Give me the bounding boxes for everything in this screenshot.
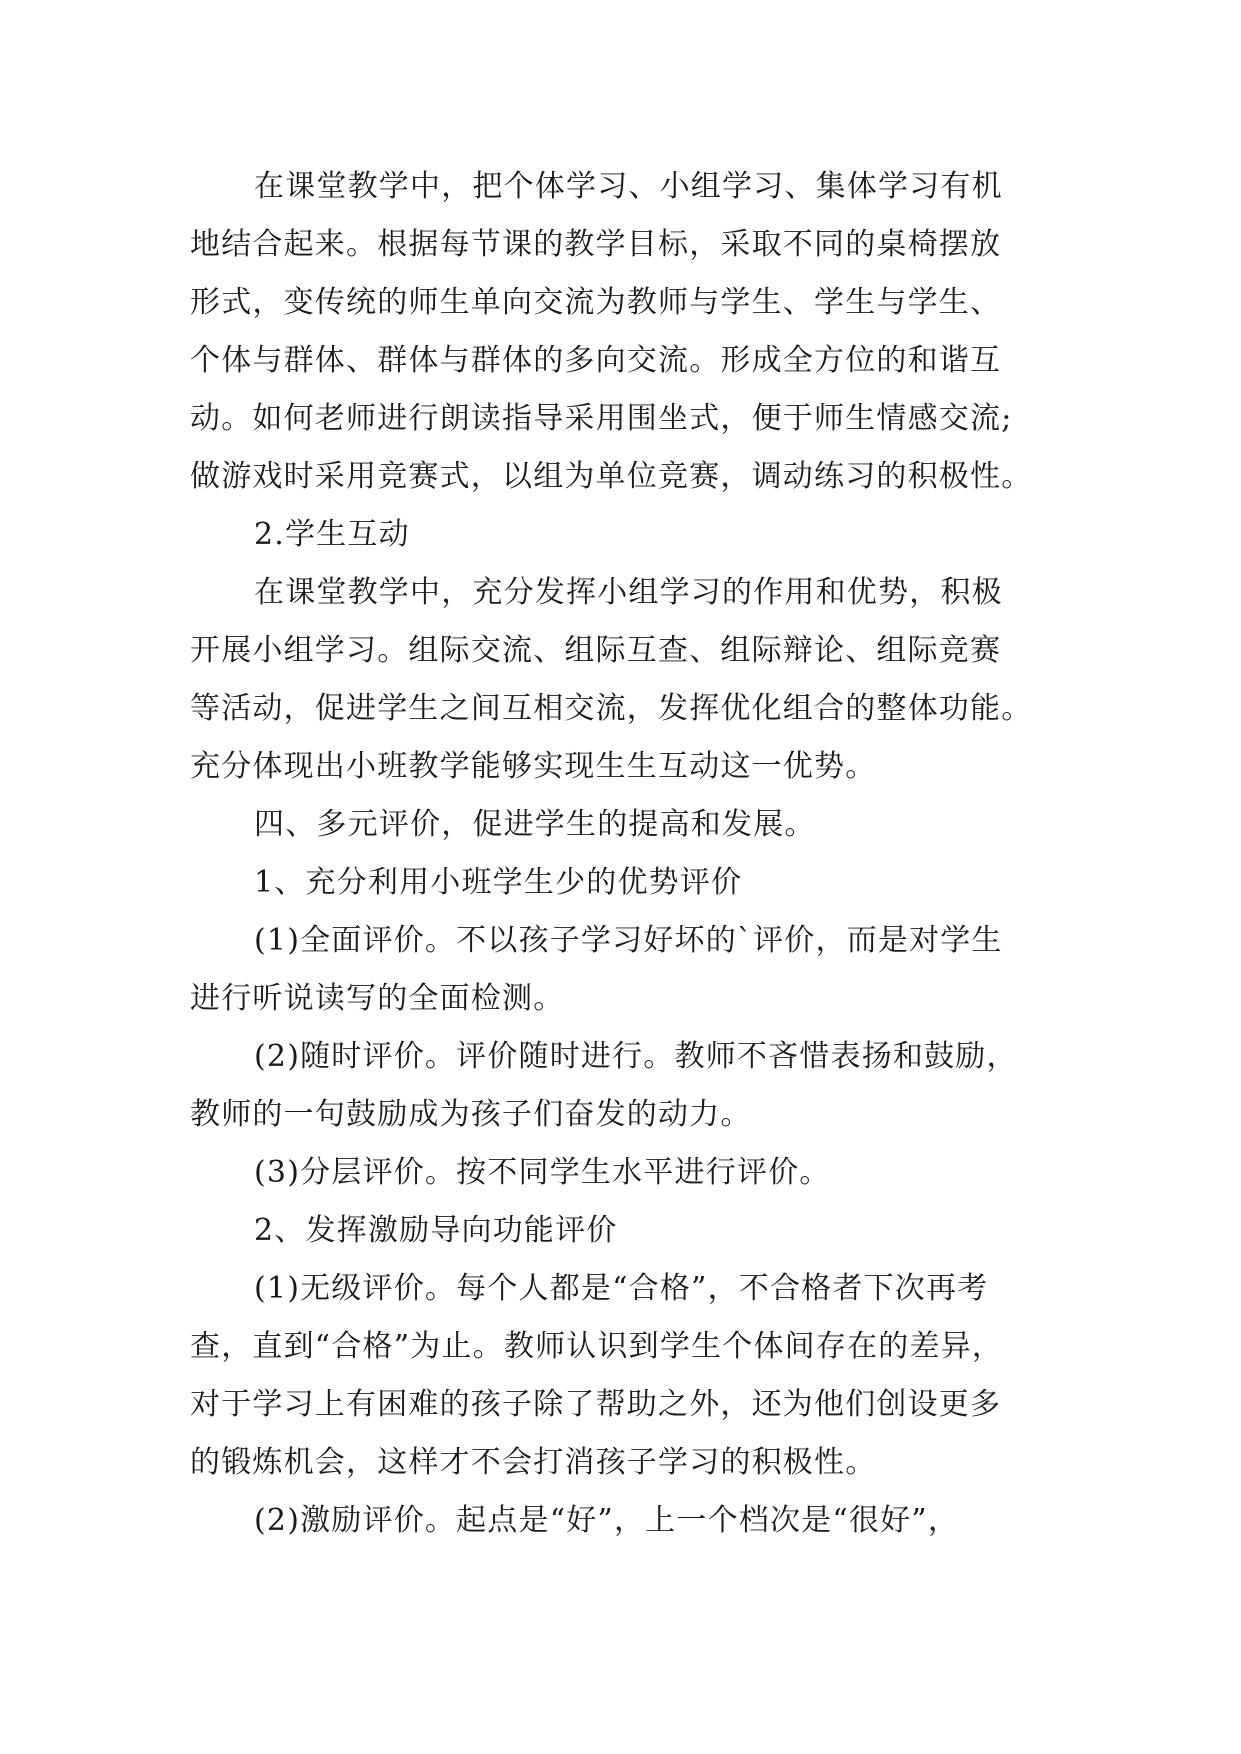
paragraph-line: 动。如何老师进行朗读指导采用围坐式，便于师生情感交流; xyxy=(190,401,1013,436)
paragraph-line: 开展小组学习。组际交流、组际互查、组际辩论、组际竞赛 xyxy=(190,633,1002,668)
paragraph-line: 地结合起来。根据每节课的教学目标，采取不同的桌椅摆放 xyxy=(190,227,1002,262)
paragraph-line: (2)激励评价。起点是“好”，上一个档次是“很好”， xyxy=(254,1503,960,1538)
paragraph-line: 做游戏时采用竞赛式，以组为单位竞赛，调动练习的积极性。 xyxy=(190,459,1033,494)
paragraph-line: (3)分层评价。按不同学生水平进行评价。 xyxy=(254,1155,831,1190)
paragraph-line: 形式，变传统的师生单向交流为教师与学生、学生与学生、 xyxy=(190,285,1002,320)
paragraph-line: (1)全面评价。不以孩子学习好坏的`评价，而是对学生 xyxy=(254,923,1003,958)
paragraph-line: 2、发挥激励导向功能评价 xyxy=(254,1213,618,1248)
paragraph-line: 进行听说读写的全面检测。 xyxy=(190,981,565,1016)
paragraph-line: 在课堂教学中，把个体学习、小组学习、集体学习有机 xyxy=(254,169,1003,204)
paragraph-line: (2)随时评价。评价随时进行。教师不吝惜表扬和鼓励， xyxy=(254,1039,1018,1074)
paragraph-line: 教师的一句鼓励成为孩子们奋发的动力。 xyxy=(190,1097,752,1132)
paragraph-line: 1、充分利用小班学生少的优势评价 xyxy=(254,865,743,900)
paragraph-line: 等活动，促进学生之间互相交流，发挥优化组合的整体功能。 xyxy=(190,691,1033,726)
paragraph-line: 充分体现出小班教学能够实现生生互动这一优势。 xyxy=(190,749,877,784)
paragraph-line: 2.学生互动 xyxy=(254,517,410,552)
paragraph-line: (1)无级评价。每个人都是“合格”，不合格者下次再考 xyxy=(254,1271,989,1306)
paragraph-line: 对于学习上有困难的孩子除了帮助之外，还为他们创设更多 xyxy=(190,1387,1002,1422)
paragraph-line: 的锻炼机会，这样才不会打消孩子学习的积极性。 xyxy=(190,1445,877,1480)
paragraph-line: 四、多元评价，促进学生的提高和发展。 xyxy=(254,807,816,842)
paragraph-line: 个体与群体、群体与群体的多向交流。形成全方位的和谐互 xyxy=(190,343,1002,378)
paragraph-line: 在课堂教学中，充分发挥小组学习的作用和优势，积极 xyxy=(254,575,1003,610)
paragraph-line: 查，直到“合格”为止。教师认识到学生个体间存在的差异， xyxy=(190,1329,1004,1364)
